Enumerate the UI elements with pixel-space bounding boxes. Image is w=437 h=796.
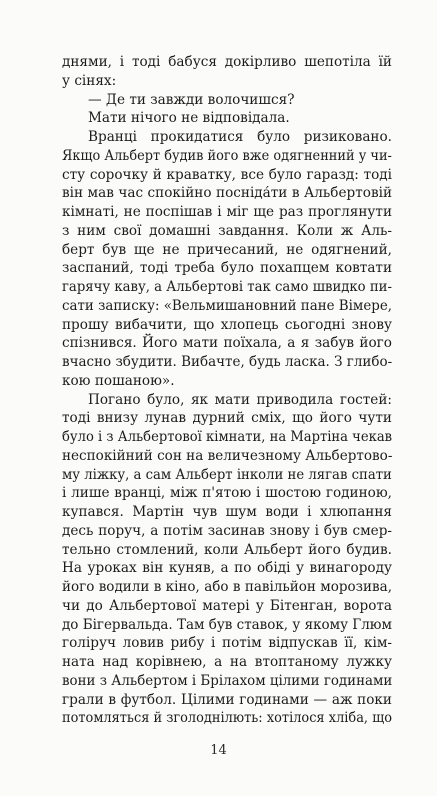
text-line-36: потомляться й зголоднілють: хотілося хліба, що (62, 710, 392, 727)
text-line-27: тельно стомлений, коли Альберт його будив. (62, 541, 392, 558)
text-line-29: його водили в кіно, або в павільйон морозива, (62, 579, 393, 595)
text-line-16: спізнився. Його мати поїхала, а я забув його (62, 335, 392, 352)
text-line-31: до Бігервальда. Там був ставок, у якому Глюм (62, 616, 393, 633)
text-line-13: гарячу каву, а Альбертові так само швидко пи- (62, 279, 392, 295)
text-line-18: кою пошаною». (62, 372, 175, 389)
text-line-15: прошу вибачити, що хлопець сьогодні знову (62, 316, 392, 333)
text-line-32: голіруч ловив рибу і потім відпускав її, кім- (62, 635, 392, 652)
text-line-34: вони з Альбертом і Брілахом цілими годинами (62, 672, 393, 689)
text-line-24: і лише вранці, між п'ятою і шостою годиною, (62, 485, 392, 502)
text-line-14: сати записку: «Вельмишановний пане Вімере, (62, 297, 393, 314)
page-number: 14 (210, 743, 227, 758)
text-line-23: му ліжку, а сам Альберт інколи не лягав спати (62, 466, 392, 483)
text-line-2: у сінях: (62, 72, 117, 89)
text-line-17: вчасно збудити. Вибачте, будь ласка. З глибо- (62, 354, 393, 370)
text-line-1: днями, і тоді бабуся докірливо шепотіла їй (62, 54, 392, 70)
text-line-30: чи до Альбертової матері у Бітенган, ворота (62, 597, 392, 614)
text-line-21: було і з Альбертової кімнати, на Мартіна чекав (62, 429, 393, 445)
text-line-26: десь поруч, а потім засинав знову і був смер- (62, 522, 392, 539)
text-line-5: Вранці прокидатися було ризиковано. (88, 129, 392, 145)
text-line-12: заспаний, тоді треба було похапцем ковтати (62, 260, 392, 277)
text-line-19: Погано було, як мати приводила гостей: (88, 391, 392, 408)
text-line-9: кімнаті, не поспішав і міг ще раз проглянути (62, 204, 392, 220)
text-line-7: сту сорочку й краватку, все було гаразд: тоді (62, 166, 392, 183)
text-line-3: — Де ти завжди волочишся? (88, 91, 295, 108)
text-line-20: тоді внизу лунав дурний сміх, що його чути (62, 410, 392, 427)
text-line-25: купався. Мартін чув шум води і хлюпання (62, 504, 392, 520)
text-line-22: неспокійний сон на величезному Альбертово- (62, 447, 393, 464)
text-line-11: берт був ще не причесаний, не одягнений, (62, 241, 392, 258)
text-line-10: з ним свої домашні завдання. Коли ж Аль- (62, 222, 392, 239)
text-line-6: Якщо Альберт будив його вже одягненний у чи- (62, 147, 392, 164)
text-line-35: грали в футбол. Цілими годинами — аж поки (62, 691, 392, 708)
text-line-4: Мати нічого не відповідала. (88, 110, 290, 127)
text-line-8: він мав час спокійно посніда́ти в Альбертовій (62, 185, 392, 202)
text-line-28: На уроках він куняв, а по обіді у винагороду (62, 560, 392, 577)
text-line-33: ната над корівнею, а на втоптаному лужку (62, 654, 392, 670)
